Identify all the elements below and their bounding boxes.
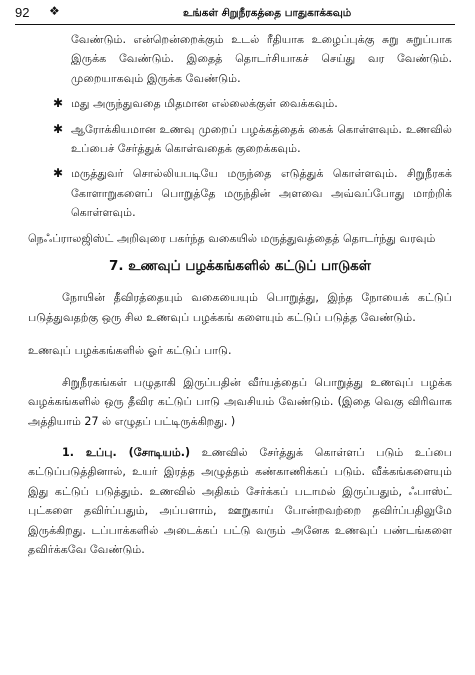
bullet-text: மது அருந்துவதை மிதமான எல்லைக்குள் வைக்கவும். [71, 97, 338, 111]
paragraph-text: உணவில் சேர்த்துக் கொள்ளப் படும் உப்பை கட்டுப்படுத்தினால், உயர் இரத்த அழுத்தம் கண்காணிக்கப் படும். வீக்கங்களையும் இது கட்டுப் படுத்தும். உணவில் அதிகம் சேர்க்கப் படாமல் இருப்பதும், ஃபாஸ்ட் புட்களை தவிர்ப்பதும், அப்பளாம், ஊறுகாய் போன்றவற்றை தவிர்ப்பதிலுமே இருக்கிறது. டப்பாக்களில் அடைக்கப் பட்டு வரும் அனேக உணவுப் பண்டங்களை தவிர்க்கவே வேண்டும். [28, 445, 452, 556]
bullet-item [28, 94, 452, 113]
bullet-text: ஆரோக்கியமான உணவு முறைப் பழக்கத்தைக் கைக் கொள்ளவும். உணவில் உப்பைச் சேர்த்துக் கொள்வதைக் குறைக்கவும். [71, 122, 452, 156]
paragraph: நோயின் தீவிரத்தையும் வகையையும் பொறுத்து, இந்த நோயைக் கட்டுப் படுத்துவதற்கு ஒரு சில உணவுப் பழக்கங் களையும் கட்டுப் படுத்த வேண்டும். [28, 291, 452, 324]
asterisk-bullet-icon: ✱ [53, 96, 64, 111]
ornament-icon: ❖ [49, 4, 60, 18]
closing-note: நெஃப்ராலஜிஸ்ட் அறிவுரை பகர்ந்த வகையில் மருத்துவத்தைத் தொடர்ந்து வரவும் [28, 231, 436, 245]
page-number: 92 [15, 5, 30, 20]
bullet-item [28, 120, 452, 159]
page-body [28, 30, 452, 559]
running-title: உங்கள் சிறுநீரகத்தை பாதுகாக்கவும் [183, 7, 352, 19]
continuation-paragraph: வேண்டும். என்றென்றைக்கும் உடல் ரீதியாக உழைப்புக்கு சுறு சுறுப்பாக இருக்க வேண்டும். இதைத் தொடர்சியாகச் செய்து வர வேண்டும். முறையாகவும் இருக்க வேண்டும். [71, 33, 452, 85]
paragraph: சிறுநீரகங்கள் பழுதாகி இருப்பதின் வீர்யத்தைப் பொறுத்து உணவுப் பழக்க வழக்கங்களில் ஒரு தீவிர கட்டுப் பாடு அவசியம் வேண்டும். (இதை வெகு விரிவாக அத்தியாம் 27 ல் எழுதப் பட்டிருக்கிறது. ) [28, 375, 452, 428]
salt-heading: 1. உப்பு. (சோடியம்.) [62, 445, 191, 459]
asterisk-bullet-icon: ✱ [53, 166, 64, 181]
section-heading: 7. உணவுப் பழக்கங்களில் கட்டுப் பாடுகள் [109, 258, 371, 275]
subheading: உணவுப் பழக்கங்களில் ஓர் கட்டுப் பாடு. [28, 344, 232, 358]
bullet-text: மருத்துவர் சொல்லியபடியே மருந்தை எடுத்துக் கொள்ளவும். சிறுநீரகக் கோளாறுகளைப் பொறுத்தே மருந்தின் அளவை அவ்வப்போது மாற்றிக் கொள்ளவும். [71, 167, 452, 220]
bullet-item [28, 164, 452, 222]
page-header [15, 4, 455, 25]
asterisk-bullet-icon: ✱ [53, 121, 64, 136]
paragraph [28, 443, 452, 559]
